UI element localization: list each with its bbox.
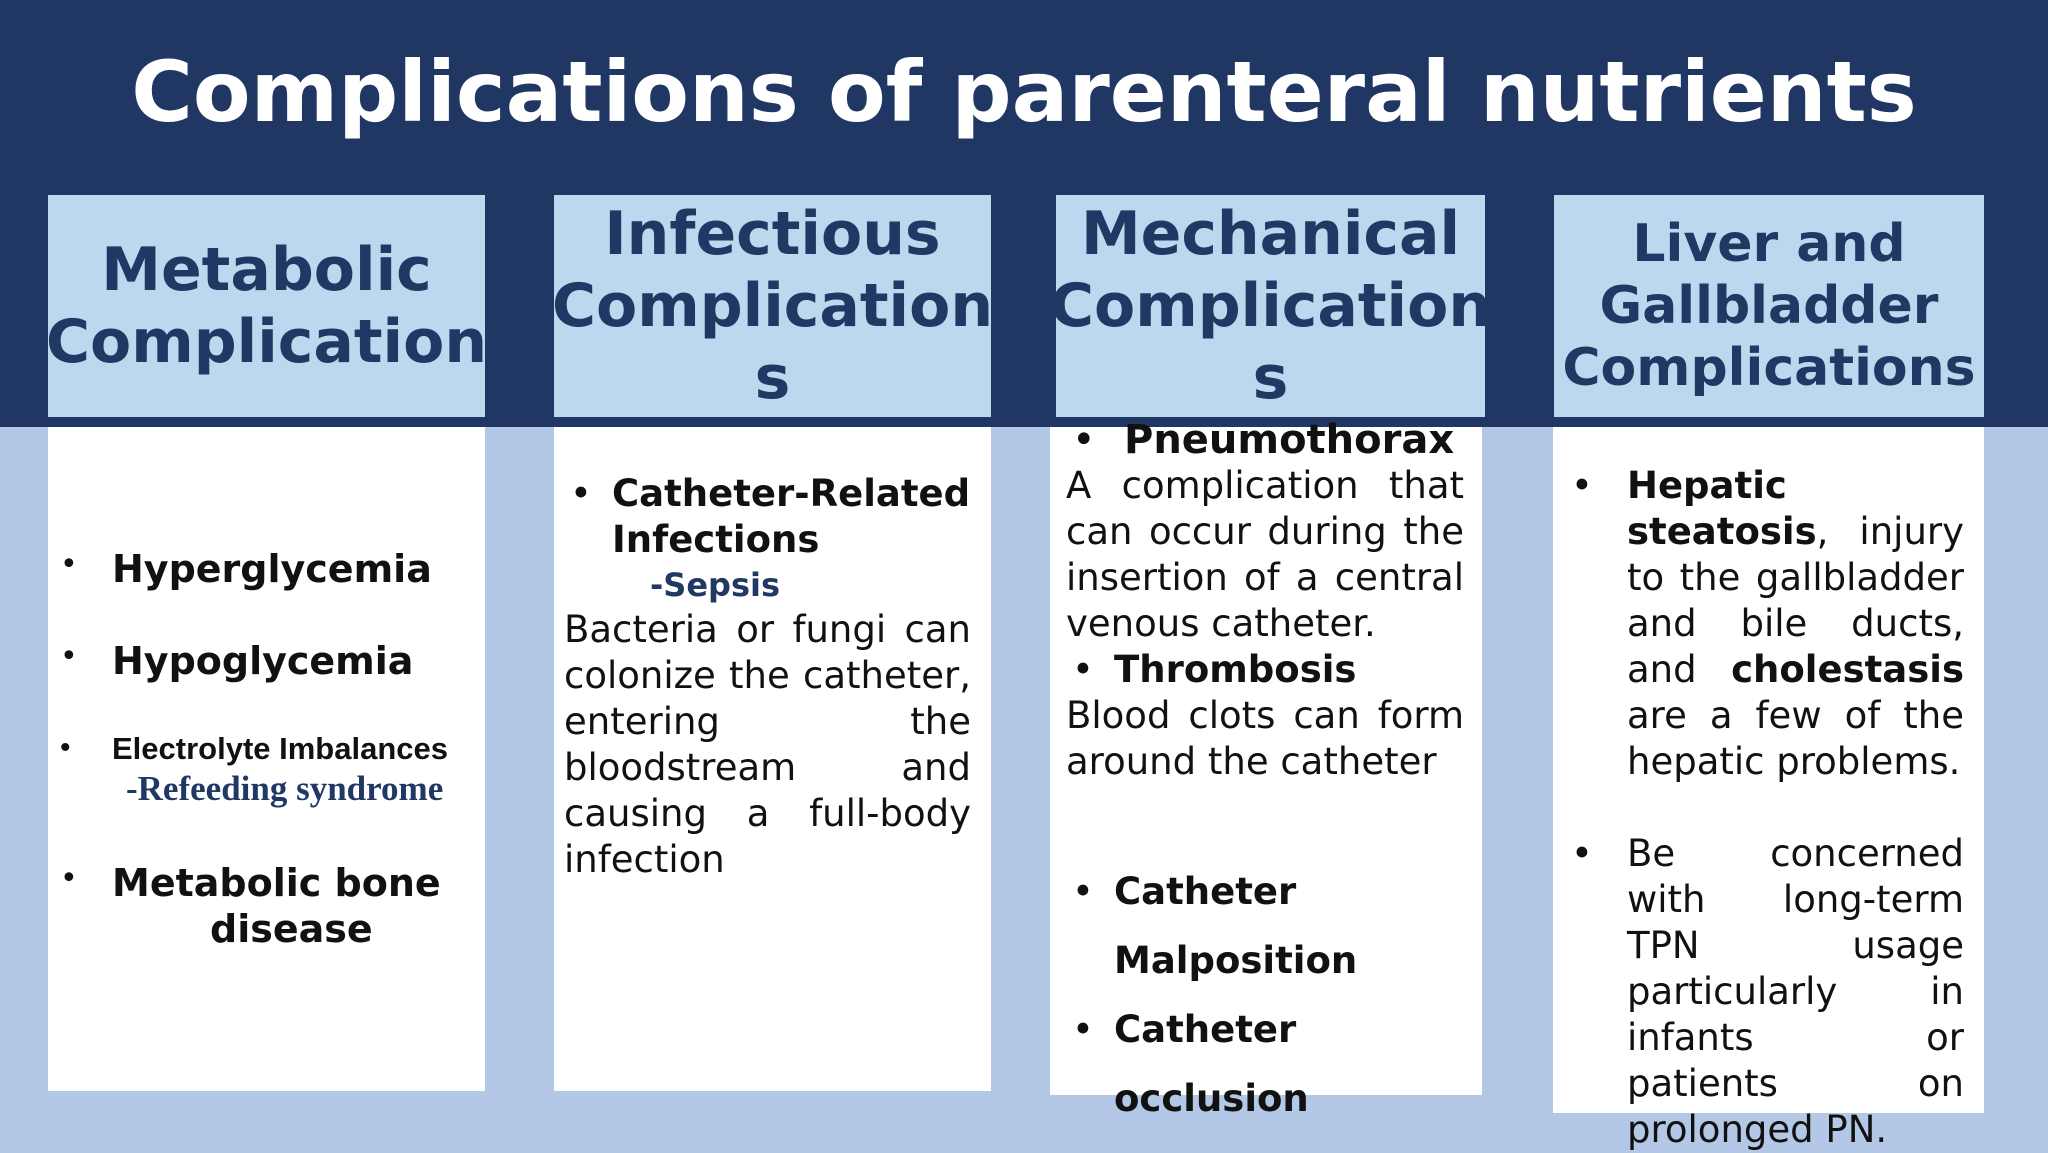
header-line: Complications bbox=[1562, 338, 1976, 398]
item-catheter-malposition: • Catheter Malposition bbox=[1066, 857, 1464, 995]
body-metabolic bbox=[48, 427, 485, 1091]
header-infectious bbox=[551, 195, 994, 417]
header-line: Complication bbox=[45, 307, 488, 377]
body-infectious bbox=[554, 427, 991, 1091]
header-mechanical bbox=[1049, 195, 1492, 417]
header-line: s bbox=[1252, 343, 1289, 413]
item-hypoglycemia: • Hypoglycemia bbox=[54, 639, 413, 683]
header-line: Complication bbox=[551, 271, 994, 341]
header-line: Gallbladder bbox=[1599, 276, 1939, 336]
body-mechanical bbox=[1050, 417, 1482, 1120]
pneumothorax-description: A complication that can occur during the insertion of a central venous catheter. bbox=[1066, 464, 1464, 645]
item-bone-line2: disease bbox=[210, 907, 373, 951]
header-line: Infectious bbox=[604, 199, 941, 269]
infection-description: Bacteria or fungi can colonize the catheter, entering the bloodstream and causing a full-body infection bbox=[564, 608, 971, 881]
slide-title: Complications of parenteral nutrients bbox=[131, 43, 1917, 141]
item-pneumothorax: • Pneumothorax bbox=[1066, 417, 1464, 463]
body-liver-gallbladder bbox=[1553, 427, 1984, 1151]
item-electrolyte: • Electrolyte Imbalances bbox=[54, 731, 448, 767]
header-line: s bbox=[754, 343, 791, 413]
steatosis-text: , injury to the gallbladder and bile ducts, and bbox=[1627, 510, 1964, 691]
header-line: Liver and bbox=[1632, 214, 1906, 274]
header-line: Metabolic bbox=[101, 235, 432, 305]
steatosis-term: Hepatic steatosis bbox=[1627, 464, 1817, 553]
item-thrombosis: • Thrombosis bbox=[1066, 647, 1464, 693]
item-refeeding: -Refeeding syndrome bbox=[126, 769, 444, 808]
header-line: Complication bbox=[1049, 271, 1492, 341]
item-bone-line1: • Metabolic bone bbox=[54, 861, 441, 905]
item-hyperglycemia: • Hyperglycemia bbox=[54, 547, 432, 591]
steatosis-text-end: are a few of the hepatic problems. bbox=[1627, 694, 1964, 783]
item-sepsis: -Sepsis bbox=[650, 566, 780, 604]
item-hepatic-steatosis bbox=[1565, 463, 1964, 785]
item-catheter-occlusion: • Catheter occlusion bbox=[1066, 995, 1464, 1133]
item-tpn-concern: • Be concerned with long-term TPN usage particularly in infants or patients on prolonged PN. bbox=[1565, 831, 1964, 1153]
header-line: Mechanical bbox=[1080, 199, 1461, 269]
header-metabolic bbox=[45, 195, 488, 417]
thrombosis-description: Blood clots can form around the catheter bbox=[1066, 694, 1464, 783]
item-catheter-infections: • Catheter-Related Infections bbox=[564, 471, 971, 563]
header-liver-gallbladder bbox=[1554, 195, 1984, 417]
cholestasis-term: cholestasis bbox=[1731, 648, 1964, 691]
